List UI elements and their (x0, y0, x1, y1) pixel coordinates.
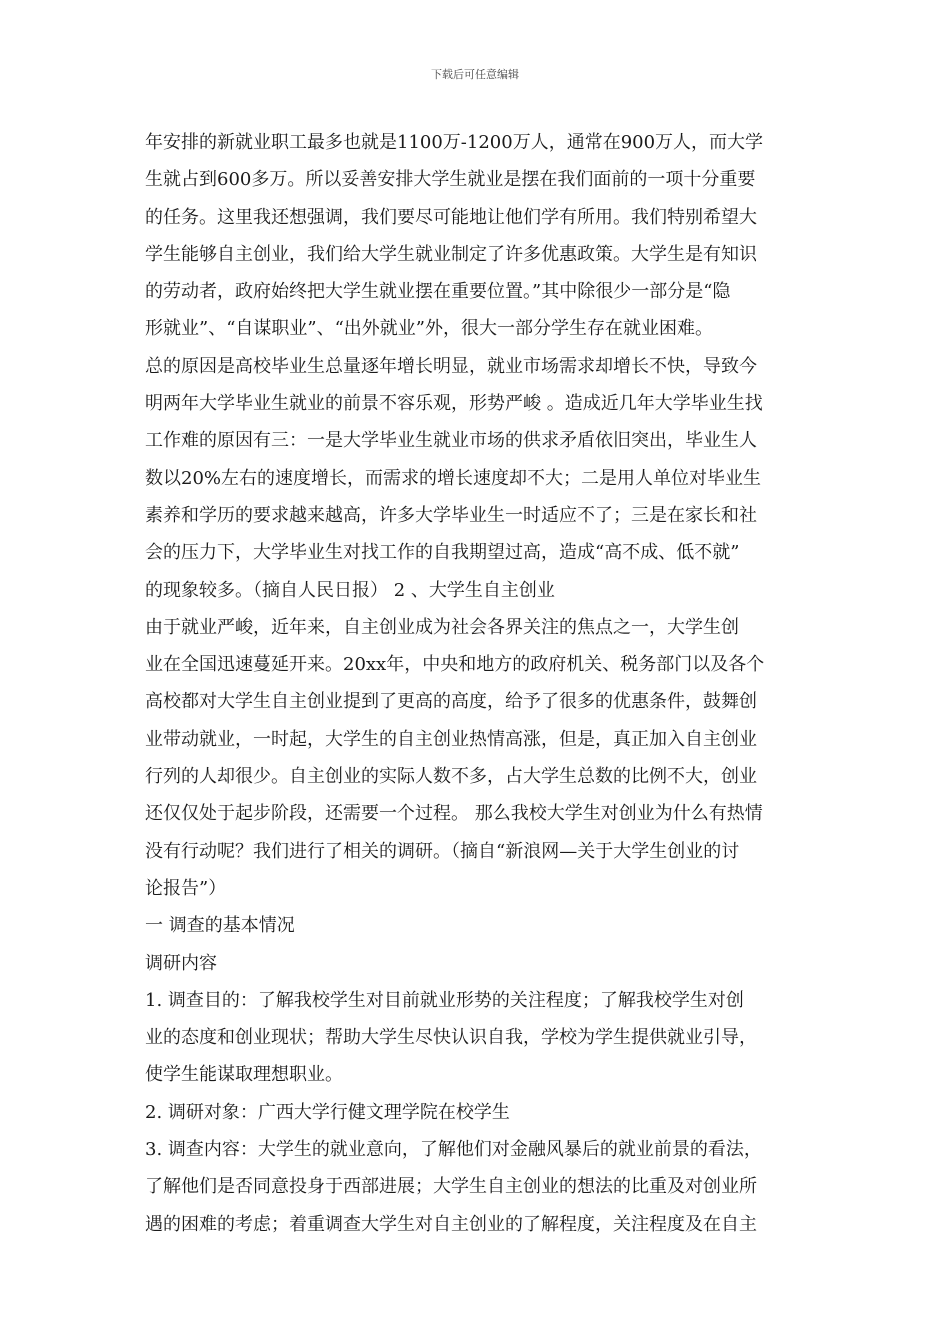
text-line: 的劳动者，政府始终把大学生就业摆在重要位置。”其中除很少一部分是“隐 (145, 281, 731, 303)
text-line: 业在全国迅速蔓延开来。20xx年，中央和地方的政府机关、税务部门以及各个 (145, 654, 765, 676)
text-line: 生就占到600多万。所以妥善安排大学生就业是摆在我们面前的一项十分重要 (145, 169, 756, 191)
text-line: 还仅仅处于起步阶段，还需要一个过程。 那么我校大学生对创业为什么有热情 (145, 803, 763, 825)
text-line: 使学生能谋取理想职业。 (145, 1064, 343, 1086)
text-line: 年安排的新就业职工最多也就是1100万-1200万人，通常在900万人，而大学 (145, 132, 764, 153)
text-line: 高校都对大学生自主创业提到了更高的高度，给予了很多的优惠条件，鼓舞创 (145, 691, 757, 713)
text-line: 明两年大学毕业生就业的前景不容乐观，形势严峻 。造成近几年大学毕业生找 (145, 393, 763, 415)
text-line: 会的压力下，大学毕业生对找工作的自我期望过高，造成“高不成、低不就” (145, 542, 740, 564)
text-line: 行列的人却很少。自主创业的实际人数不多，占大学生总数的比例不大，创业 (145, 766, 757, 788)
text-line: 遇的困难的考虑；着重调查大学生对自主创业的了解程度，关注程度及在自主 (145, 1213, 757, 1235)
section-heading: 一 调查的基本情况 (145, 915, 295, 937)
text-line: 形就业”、“自谋职业”、“出外就业”外，很大一部分学生存在就业困难。 (145, 318, 714, 340)
text-line: 没有行动呢？我们进行了相关的调研。（摘自“新浪网—关于大学生创业的讨 (145, 840, 740, 862)
text-line: 2. 调研对象：广西大学行健文理学院在校学生 (145, 1101, 510, 1123)
text-line: 1. 调查目的：了解我校学生对目前就业形势的关注程度；了解我校学生对创 (145, 989, 744, 1011)
text-line: 由于就业严峻，近年来，自主创业成为社会各界关注的焦点之一，大学生创 (145, 616, 739, 638)
text-line: 业带动就业，一时起，大学生的自主创业热情高涨，但是，真正加入自主创业 (145, 728, 757, 750)
text-line: 业的态度和创业现状；帮助大学生尽快认识自我，学校为学生提供就业引导， (145, 1027, 757, 1049)
text-line: 工作难的原因有三：一是大学毕业生就业市场的供求矛盾依旧突出，毕业生人 (145, 430, 757, 452)
page-header: 下载后可任意编辑 (431, 68, 519, 81)
body-text (145, 124, 815, 1243)
text-line: 3. 调查内容：大学生的就业意向，了解他们对金融风暴后的就业前景的看法， (145, 1139, 762, 1161)
text-line: 的现象较多。（摘自人民日报） 2 、大学生自主创业 (145, 579, 555, 601)
text-line: 素养和学历的要求越来越高，许多大学毕业生一时适应不了；三是在家长和社 (145, 504, 757, 526)
text-line: 总的原因是高校毕业生总量逐年增长明显，就业市场需求却增长不快，导致今 (145, 355, 757, 377)
text-line: 的任务。这里我还想强调，我们要尽可能地让他们学有所用。我们特别希望大 (145, 206, 757, 228)
text-line: 了解他们是否同意投身于西部进展；大学生自主创业的想法的比重及对创业所 (145, 1176, 757, 1198)
text-line: 学生能够自主创业，我们给大学生就业制定了许多优惠政策。大学生是有知识 (145, 243, 757, 265)
subsection-heading: 调研内容 (145, 952, 217, 974)
text-line: 论报告”） (145, 877, 227, 899)
text-line: 数以20%左右的速度增长，而需求的增长速度却不大；二是用人单位对毕业生 (145, 467, 762, 489)
